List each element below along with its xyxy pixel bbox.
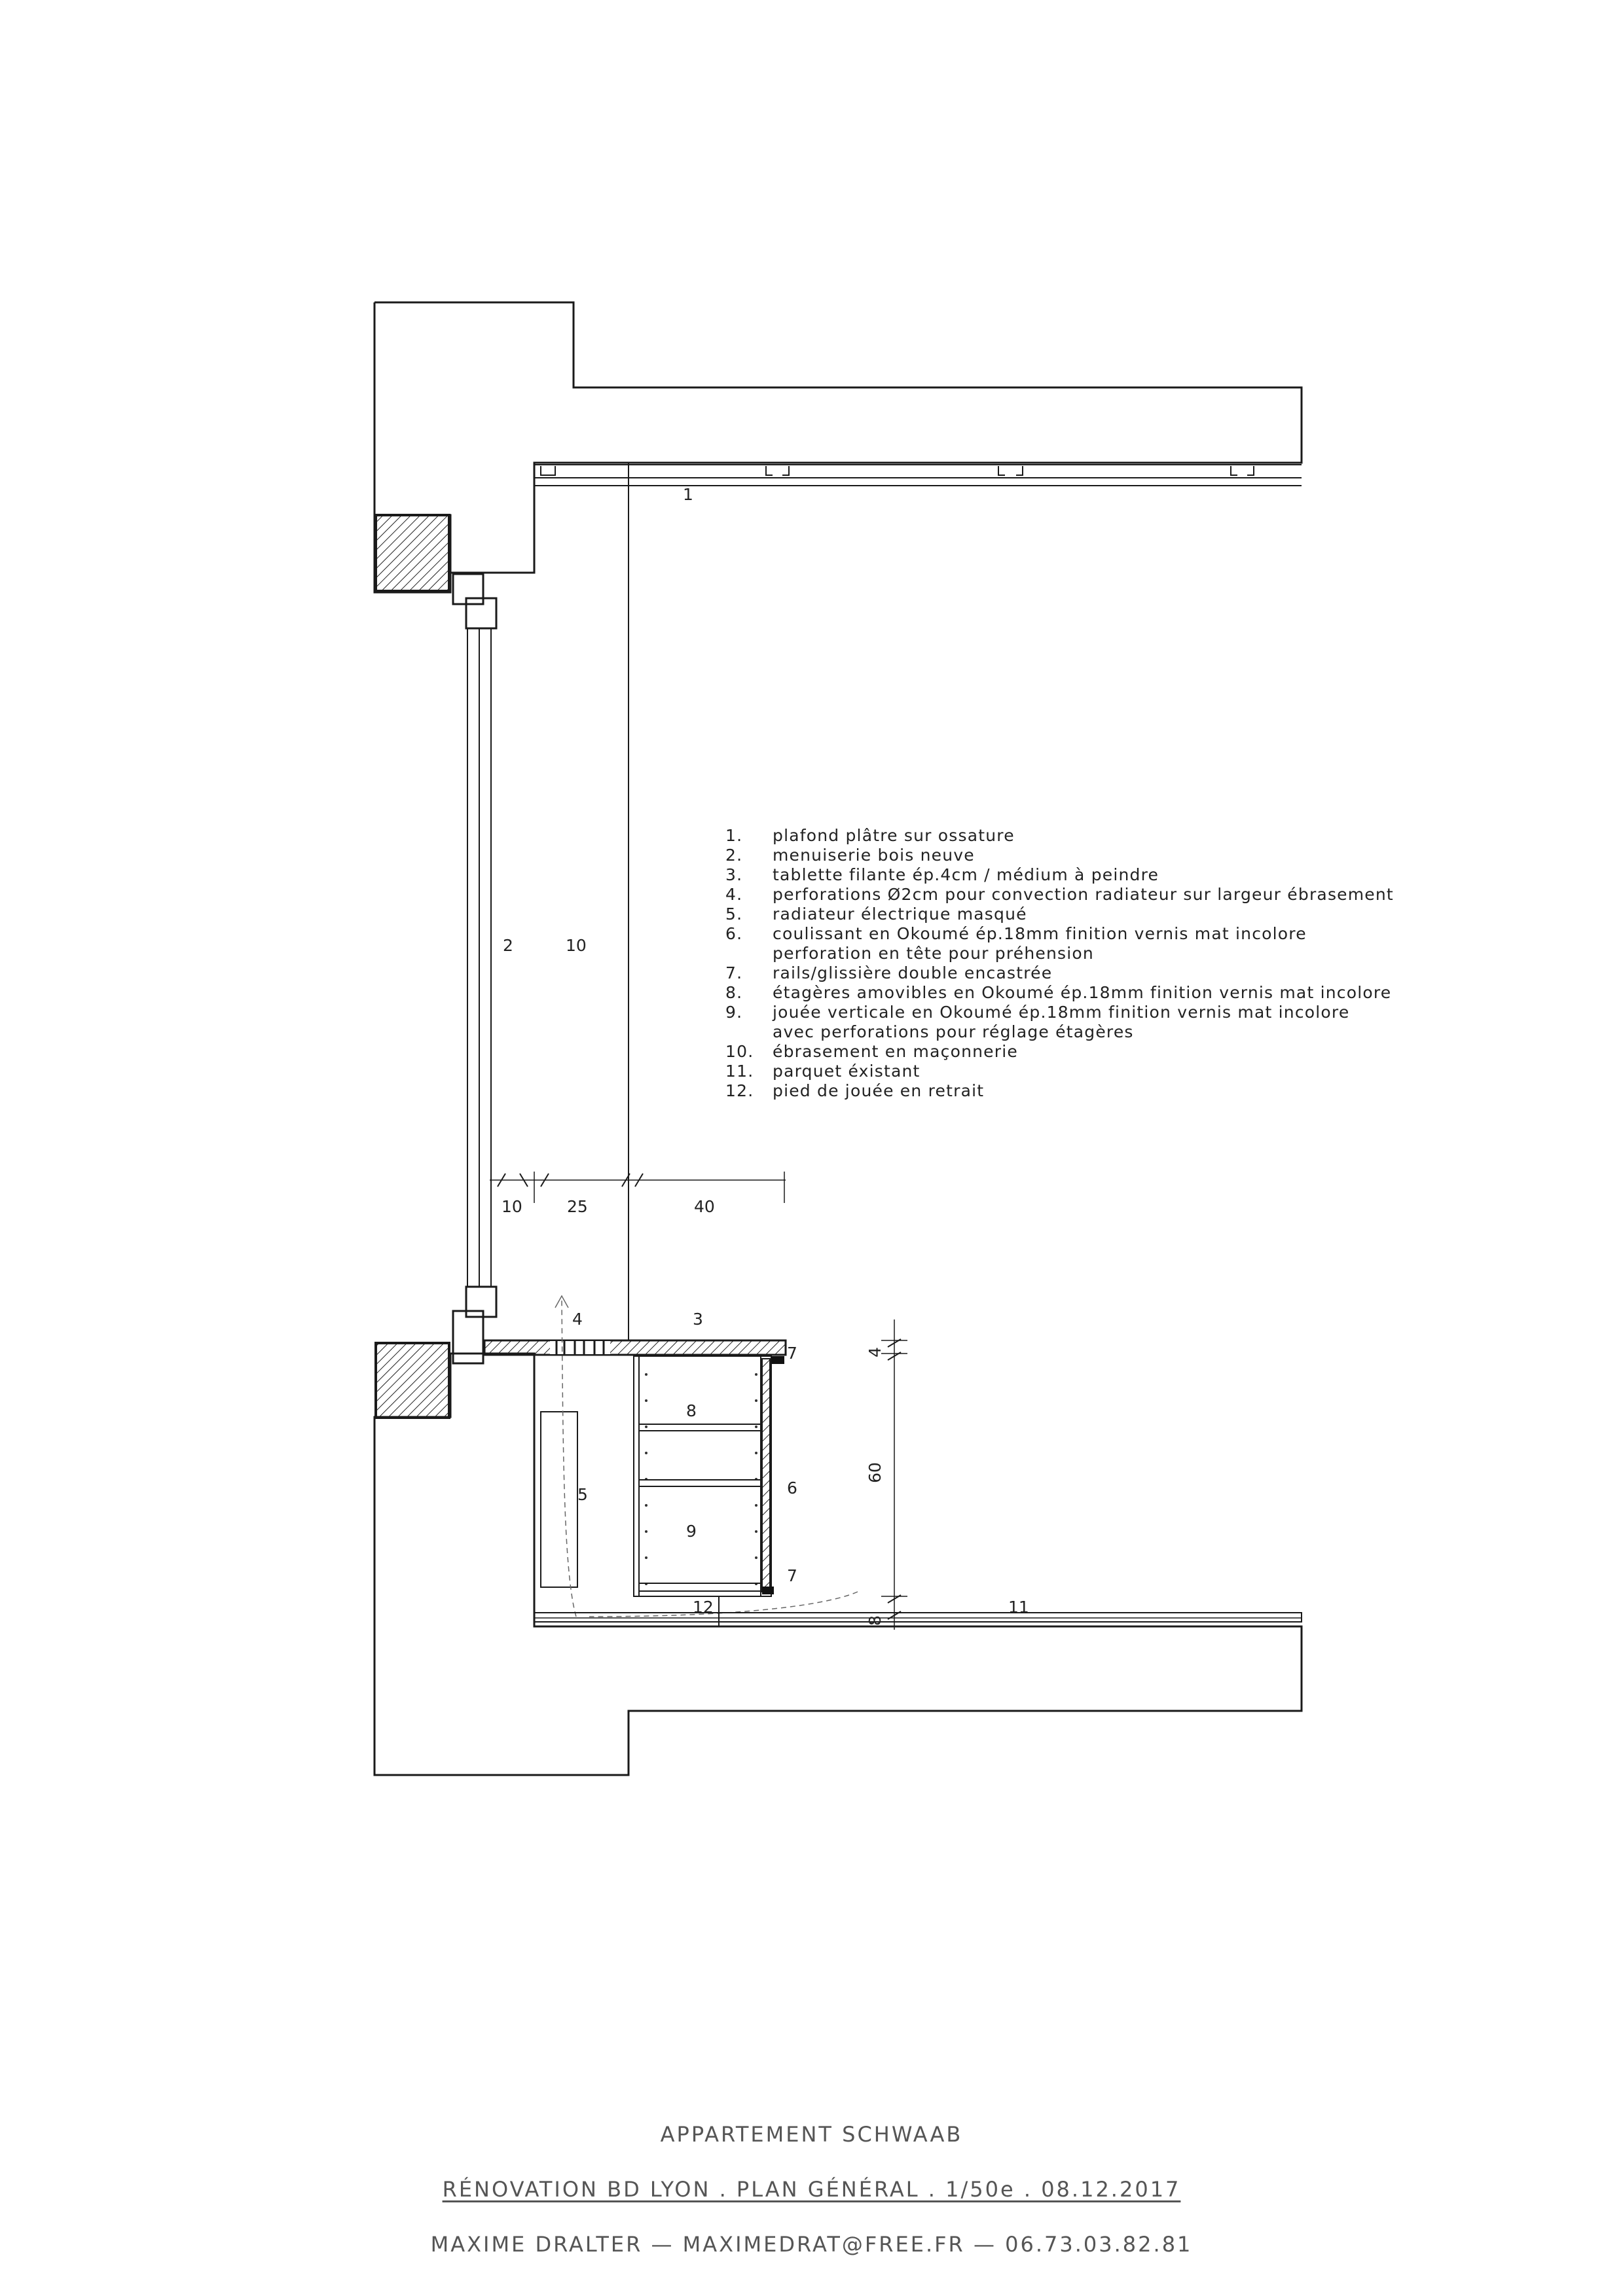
legend-continuation: avec perforations pour réglage étagères xyxy=(773,1022,1134,1041)
tag-12: 12 xyxy=(693,1598,714,1617)
tag-5: 5 xyxy=(577,1485,588,1504)
project-subtitle: RÉNOVATION BD LYON . PLAN GÉNÉRAL . 1/50e . 08.12.2017 xyxy=(442,2177,1181,2202)
project-title: APPARTEMENT SCHWAAB xyxy=(660,2122,963,2147)
legend-item xyxy=(725,963,1485,983)
legend-number: 1. xyxy=(725,826,743,845)
legend-number: 9. xyxy=(725,1003,743,1022)
legend-number: 11. xyxy=(725,1062,754,1081)
legend-text: radiateur électrique masqué xyxy=(773,905,1027,924)
legend-text: perforations Ø2cm pour convection radiateur sur largeur ébrasement xyxy=(773,885,1394,904)
legend-item xyxy=(725,846,1485,865)
tag-11: 11 xyxy=(1008,1598,1029,1617)
window-frame xyxy=(453,574,496,1363)
ceiling-plasterboard xyxy=(534,465,1302,486)
tag-10: 10 xyxy=(566,936,587,955)
legend-number: 4. xyxy=(725,885,743,904)
dim-10: 10 xyxy=(501,1197,522,1216)
legend-item xyxy=(725,1081,1485,1101)
tag-1: 1 xyxy=(683,485,693,504)
dimension-vertical xyxy=(881,1319,907,1630)
legend-item xyxy=(725,826,1485,846)
legend-item xyxy=(725,865,1485,885)
tag-7-top: 7 xyxy=(787,1344,797,1363)
sill-block xyxy=(376,1343,449,1418)
upper-slab xyxy=(374,302,1302,592)
legend-number: 7. xyxy=(725,963,743,982)
dimension-horizontal xyxy=(490,1172,786,1203)
lower-slab xyxy=(374,1340,1302,1775)
legend-item xyxy=(725,1062,1485,1081)
legend-text: jouée verticale en Okoumé ép.18mm finition vernis mat incolore xyxy=(773,1003,1350,1022)
legend-number: 5. xyxy=(725,905,743,924)
tag-6: 6 xyxy=(787,1479,797,1498)
legend-text: tablette filante ép.4cm / médium à peindre xyxy=(773,865,1159,884)
tag-8: 8 xyxy=(686,1401,697,1420)
legend-item xyxy=(725,885,1485,905)
legend-text: plafond plâtre sur ossature xyxy=(773,826,1015,845)
legend-text: rails/glissière double encastrée xyxy=(773,963,1053,982)
legend-text: ébrasement en maçonnerie xyxy=(773,1042,1018,1061)
legend-number: 8. xyxy=(725,983,743,1002)
tag-2: 2 xyxy=(503,936,513,955)
legend-item xyxy=(725,1003,1485,1022)
lintel xyxy=(376,515,449,591)
legend-item xyxy=(725,1042,1485,1062)
dim-40: 40 xyxy=(694,1197,715,1216)
cabinet xyxy=(634,1356,784,1626)
dim-8: 8 xyxy=(866,1615,884,1626)
legend-number: 2. xyxy=(725,846,743,865)
legend-item xyxy=(725,905,1485,924)
radiator xyxy=(541,1412,577,1587)
legend-number: 10. xyxy=(725,1042,754,1061)
legend-number: 12. xyxy=(725,1081,754,1100)
dim-60: 60 xyxy=(866,1462,884,1483)
legend-number: 3. xyxy=(725,865,743,884)
legend-text: coulissant en Okoumé ép.18mm finition vernis mat incolore xyxy=(773,924,1307,943)
tag-4: 4 xyxy=(572,1310,583,1329)
legend-item xyxy=(725,983,1485,1003)
legend-continuation: perforation en tête pour préhension xyxy=(773,944,1094,963)
legend-text: pied de jouée en retrait xyxy=(773,1081,985,1100)
tag-9: 9 xyxy=(686,1522,697,1541)
legend-number: 6. xyxy=(725,924,743,943)
tag-7-bottom: 7 xyxy=(787,1566,797,1585)
dim-25: 25 xyxy=(567,1197,588,1216)
tag-3: 3 xyxy=(693,1310,703,1329)
author-line: MAXIME DRALTER — MAXIMEDRAT@FREE.FR — 06.73.03.82.81 xyxy=(430,2232,1193,2257)
legend-text: parquet éxistant xyxy=(773,1062,921,1081)
parquet-floor xyxy=(534,1613,1302,1622)
window-sill-shelf xyxy=(484,1340,786,1355)
legend-text: menuiserie bois neuve xyxy=(773,846,975,865)
legend-item xyxy=(725,924,1485,944)
dim-4: 4 xyxy=(866,1347,884,1357)
legend-text: étagères amovibles en Okoumé ép.18mm finition vernis mat incolore xyxy=(773,983,1392,1002)
legend xyxy=(725,826,1485,1101)
